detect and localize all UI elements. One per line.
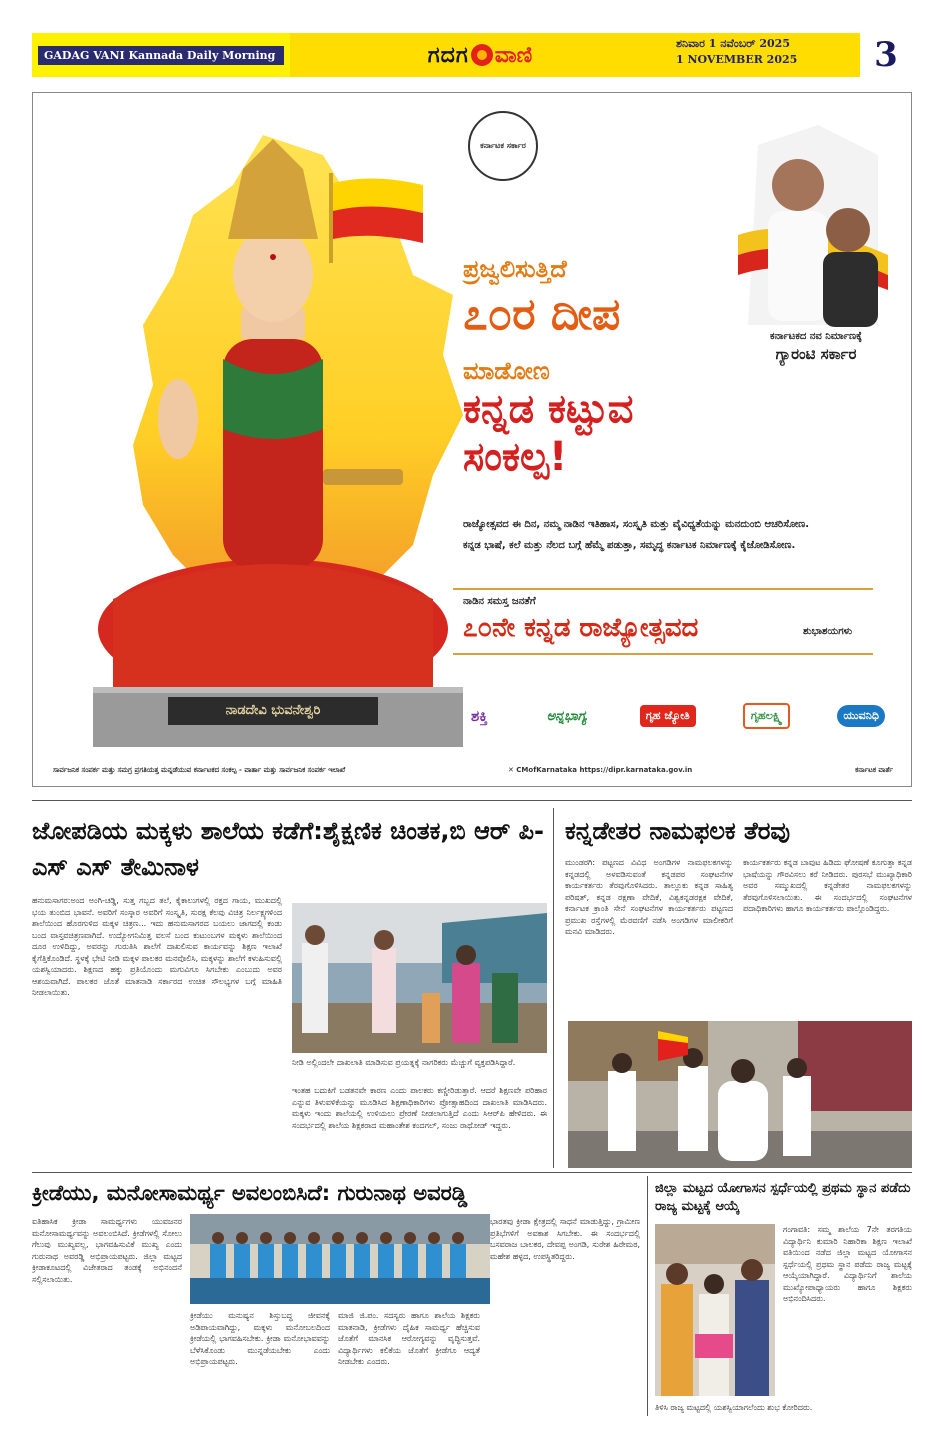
leaders-caption-line2: ಗ್ಯಾರಂಟಿ ಸರ್ಕಾರ bbox=[775, 345, 857, 363]
government-emblem-icon bbox=[468, 111, 538, 181]
article-sports-col2: ಮಾಜಿ ಜಿ.ಪಂ. ಸದಸ್ಯರು ಹಾಗೂ ಶಾಲೆಯ ಶಿಕ್ಷಕರು ಮಾತನಾಡಿ, ಕ್ರೀಡೆಗಳು ದೈಹಿಕ ಸಾಮರ್ಥ್ಯ ಹೆಚ್ಚಿಸುವ ಜೊತೆಗೆ ಮಾನಸಿಕ ಆರೋಗ್ಯವನ್ನು ವೃದ್ಧಿಸುತ್ತವೆ. ವಿದ್ಯಾರ್ಥಿಗಳು ಕಲಿಕೆಯ ಜೊತೆಗೆ ಕ್ರೀಡೆಗೂ ಆದ್ಯತೆ ನೀಡಬೇಕು ಎಂದರು. bbox=[338, 1311, 480, 1366]
article-education-headline: ಜೋಪಡಿಯ ಮಕ್ಕಳು ಶಾಲೆಯ ಕಡೆಗೆ:ಶೈಕ್ಷಣಿಕ ಚಿಂತಕ,ಬಿ ಆರ್ ಪಿ-ಎಸ್ ಎಸ್ ತೇಮಿನಾಳ bbox=[32, 817, 545, 881]
footer-url: https://dipr.karnataka.gov.in bbox=[579, 766, 693, 774]
issue-date bbox=[670, 33, 860, 77]
article-education-photo bbox=[292, 903, 547, 1053]
ad-body-para1: ರಾಜ್ಯೋತ್ಸವದ ಈ ದಿನ, ನಮ್ಮ ನಾಡಿನ ಇತಿಹಾಸ, ಸಂಸ್ಕೃತಿ ಮತ್ತು ವೈವಿಧ್ಯತೆಯನ್ನು ಮನದುಂಬಿ ಆಚರಿಸೋಣ. bbox=[463, 519, 810, 530]
emblem-text: ಕರ್ನಾಟಕ ಸರ್ಕಾರ bbox=[480, 141, 526, 150]
article-nameboard-col2: ಕಾರ್ಯಕರ್ತರು ಕನ್ನಡ ಬಾವುಟ ಹಿಡಿದು ಘೋಷಣೆ ಕೂಗುತ್ತಾ ಕನ್ನಡ ಭಾಷೆಯನ್ನು ಗೌರವಿಸಲು ಕರೆ ನೀಡಿದರು. ಪುರಸಭೆ ಮುಖ್ಯಾಧಿಕಾರಿ ಅವರ ಸಮ್ಮುಖದಲ್ಲಿ ಕನ್ನಡೇತರ ನಾಮಫಲಕಗಳನ್ನು ತೆರವುಗೊಳಿಸಲಾಯಿತು. ಈ ಸಂದರ್ಭದಲ್ಲಿ ಸಂಘಟನೆಗಳ ಪದಾಧಿಕಾರಿಗಳು ಹಾಗೂ ಕಾರ್ಯಕರ್ತರು ಪಾಲ್ಗೊಂಡಿದ್ದರು. bbox=[743, 858, 912, 913]
leaders-caption-line1: ಕರ್ನಾಟಕದ ನವ ನಿರ್ಮಾಣಕ್ಕೆ bbox=[770, 331, 862, 342]
paper-label-box bbox=[32, 33, 290, 77]
footer-brand: ಕರ್ನಾಟಕ ವಾರ್ತೆ bbox=[855, 765, 893, 774]
ad-headline-line4: ಕನ್ನಡ ಕಟ್ಟುವ ಸಂಕಲ್ಪ! bbox=[463, 386, 634, 480]
scheme-gruhajyothi-logo: ಗೃಹ ಜ್ಯೋತಿ bbox=[640, 705, 696, 727]
ad-divider bbox=[453, 588, 873, 590]
paper-label: GADAG VANI Kannada Daily Morning bbox=[38, 46, 284, 65]
ad-headline-line3: ಮಾಡೋಣ bbox=[463, 357, 550, 385]
greeting-main: ೭೦ನೇ ಕನ್ನಡ ರಾಜ್ಯೋತ್ಸವದ bbox=[463, 613, 699, 643]
article-nameboard-col1: ಮುಂಡರಗಿ: ಪಟ್ಟಣದ ವಿವಿಧ ಅಂಗಡಿಗಳ ನಾಮಫಲಕಗಳನ್ನು ಕನ್ನಡದಲ್ಲಿ ಅಳವಡಿಸುವಂತೆ ಕನ್ನಡಪರ ಸಂಘಟನೆಗಳ ಕಾರ್ಯಕರ್ತರು ತೆರವುಗೊಳಿಸಿದರು. ತಾಲ್ಲೂಕು ಕನ್ನಡ ಸಾಹಿತ್ಯ ಪರಿಷತ್, ಕನ್ನಡ ರಕ್ಷಣಾ ವೇದಿಕೆ, ವಿಶ್ವಕನ್ನಡರಕ್ಷಕ ವೇದಿಕೆ, ಕರ್ನಾಟಕ ಕ್ರಾಂತಿ ಸೇನೆ ಸಂಘಟನೆಗಳ ಕಾರ್ಯಕರ್ತರು ಪಟ್ಟಣದ ಪ್ರಮುಖ ರಸ್ತೆಗಳಲ್ಲಿ ಮೆರವಣಿಗೆ ನಡೆಸಿ ಅಂಗಡಿಗಳ ಮಾಲೀಕರಿಗೆ ಮನವಿ ಮಾಡಿದರು. bbox=[565, 858, 733, 936]
logo-right-text: ವಾಣಿ bbox=[494, 42, 533, 68]
logo-sun-icon bbox=[471, 44, 493, 66]
footer-tagline: ಸಾರ್ವಜನಿಕ ಸಂಪರ್ಕ ಮತ್ತು ಸಮಗ್ರ ಪ್ರಗತಿಯತ್ತ ಮನ್ನಡೆಯುವ ಕರ್ನಾಟಕದ ಸಂಕಲ್ಪ - ವಾರ್ತಾ ಮತ್ತು ಸಾರ್ವಜನಿಕ ಸಂಪರ್ಕ ಇಲಾಖೆ bbox=[53, 765, 346, 774]
article-sports-col1: ಐತಿಹಾಸಿಕ ಕ್ರೀಡಾ ಸಾಮರ್ಥ್ಯಗಳು ಯುವಜನರ ಮನೋಸಾಮರ್ಥ್ಯವನ್ನು ಅವಲಂಬಿಸಿದೆ. ಕ್ರೀಡೆಗಳಲ್ಲಿ ಸೋಲು ಗೆಲುವು ಮುಖ್ಯವಲ್ಲ, ಭಾಗವಹಿಸುವಿಕೆ ಮುಖ್ಯ ಎಂದು ಗುರುನಾಥ ಅವರಡ್ಡಿ ಅಭಿಪ್ರಾಯಪಟ್ಟರು. ಜಿಲ್ಲಾ ಮಟ್ಟದ ಕ್ರೀಡಾಕೂಟದಲ್ಲಿ ವಿಜೇತರಾದ ತಂಡಕ್ಕೆ ಅಭಿನಂದನೆ ಸಲ್ಲಿಸಲಾಯಿತು. bbox=[32, 1217, 182, 1284]
scheme-shakti-logo: ಶಕ್ತಿ bbox=[471, 707, 488, 725]
rajyotsava-advertisement bbox=[32, 92, 912, 787]
ad-headline-line2: ೭೦ರ ದೀಪ bbox=[463, 289, 621, 340]
article-yoga-body: ಗಂಗಾವತಿ: ಸಮ್ಮ ಶಾಲೆಯ 7ನೇ ತರಗತಿಯ ವಿದ್ಯಾರ್ಥಿನಿ ಕುಮಾರಿ ನಿಹಾರಿಕಾ ಶಿಕ್ಷಣ ಇಲಾಖೆ ವತಿಯಿಂದ ನಡೆದ ಜಿಲ್ಲಾ ಮಟ್ಟದ ಯೋಗಾಸನ ಸ್ಪರ್ಧೆಯಲ್ಲಿ ಪ್ರಥಮ ಸ್ಥಾನ ಪಡೆದು ರಾಜ್ಯ ಮಟ್ಟಕ್ಕೆ ಆಯ್ಕೆಯಾಗಿದ್ದಾರೆ. ವಿದ್ಯಾರ್ಥಿನಿಗೆ ಶಾಲೆಯ ಮುಖ್ಯೋಪಾಧ್ಯಾಯರು ಹಾಗೂ ಶಿಕ್ಷಕರು ಅಭಿನಂದಿಸಿದರು. bbox=[783, 1225, 912, 1303]
article-nameboard-photo bbox=[568, 1021, 912, 1168]
article-sports-photo-caption: ಕ್ರೀಡೆಯು ಮನುಷ್ಯನ ಶಿಸ್ತುಬದ್ಧ ಜೀವನಕ್ಕೆ ಅಡಿಪಾಯವಾಗಿದ್ದು, ಮಕ್ಕಳು ಮನೋಬಲದಿಂದ ಕ್ರೀಡೆಯಲ್ಲಿ ಭಾಗವಹಿಸಬೇಕು. ಕ್ರೀಡಾ ಮನೋಭಾವವನ್ನು ಬೆಳೆಸಿಕೊಂಡು ಮುನ್ನಡೆಯಬೇಕು ಎಂದು ಅಭಿಪ್ರಾಯಪಟ್ಟರು. bbox=[190, 1311, 330, 1366]
bhuvaneshwari-statue-image bbox=[73, 129, 473, 719]
scheme-annabhagya-logo: ಅನ್ನಭಾಗ್ಯ bbox=[546, 708, 587, 724]
logo-left-text: ಗದಗ bbox=[427, 42, 469, 68]
article-nameboard-headline: ಕನ್ನಡೇತರ ನಾಮಫಲಕ ತೆರವು bbox=[565, 817, 790, 845]
newspaper-logo bbox=[290, 33, 670, 77]
date-kannada: ಶನಿವಾರ 1 ನವೆಂಬರ್ 2025 bbox=[676, 37, 790, 50]
article-sports-team-photo bbox=[190, 1214, 490, 1304]
masthead bbox=[32, 33, 912, 77]
page-number-box bbox=[860, 33, 912, 77]
ad-body-para2: ಕನ್ನಡ ಭಾಷೆ, ಕಲೆ ಮತ್ತು ನೆಲದ ಬಗ್ಗೆ ಹೆಮ್ಮೆ ಪಡುತ್ತಾ, ಸಮೃದ್ಧ ಕರ್ನಾಟಕ ನಿರ್ಮಾಣಕ್ಕೆ ಕೈಜೋಡಿಸೋಣ. bbox=[463, 540, 796, 551]
ad-footer bbox=[53, 760, 893, 780]
footer-social-handle: CMofKarnataka bbox=[516, 766, 578, 774]
article-yoga-dateline-strip bbox=[655, 1216, 912, 1224]
ad-divider-2 bbox=[453, 653, 873, 655]
article-yoga-headline: ಜಿಲ್ಲಾ ಮಟ್ಟದ ಯೋಗಾಸನ ಸ್ಪರ್ಧೆಯಲ್ಲಿ ಪ್ರಥಮ ಸ್ಥಾನ ಪಡೆದು ರಾಜ್ಯ ಮಟ್ಟಕ್ಕೆ ಆಯ್ಕೆ bbox=[655, 1181, 911, 1214]
article-education-col2: ಇಂತಹ ಬದುಕಿಗೆ ಬಡತನವೇ ಕಾರಣ ಎಂದು ಪಾಲಕರು ಕಣ್ಣೀರಿಡುತ್ತಾರೆ. ಆದರೆ ಶಿಕ್ಷಣವೇ ಪರಿಹಾರ ಎನ್ನುವ ತಿಳುವಳಿಕೆಯನ್ನು ಮೂಡಿಸಿದ ಶಿಕ್ಷಣಾಧಿಕಾರಿಗಳು ಪ್ರೋತ್ಸಾಹದಿಂದ ದಾಖಲಾತಿ ಮಾಡಿಸಿದರು. ಮಕ್ಕಳು ಇಂದು ಶಾಲೆಯಲ್ಲಿ ಉಳಿಯಲು ಪ್ರೇರಣೆ ನೀಡಲಾಗುತ್ತಿದೆ ಎಂದು ಸಿಆರ್‌ಪಿ ಹೇಳಿದರು. ಈ ಸಂದರ್ಭದಲ್ಲಿ ಶಾಲೆಯ ಶಿಕ್ಷಕರಾದ ಮಹಾಂತೇಶ ಕಂದಗಲ್, ಸಂಜು ರಾಥೋಡ್ ಇದ್ದರು. bbox=[292, 1086, 547, 1130]
column-rule bbox=[553, 808, 554, 1168]
article-sports-col3: ಭಾರತವು ಕ್ರೀಡಾ ಕ್ಷೇತ್ರದಲ್ಲಿ ಸಾಧನೆ ಮಾಡುತ್ತಿದ್ದು, ಗ್ರಾಮೀಣ ಪ್ರತಿಭೆಗಳಿಗೆ ಅವಕಾಶ ಸಿಗಬೇಕು. ಈ ಸಂದರ್ಭದಲ್ಲಿ ಬಸವರಾಜ ಬಾಲಕರ, ದೇವಪ್ಪ ಅಂಗಡಿ, ಸುರೇಶ ಹಿರೇಮಠ, ಮಹೇಶ ಹಳ್ಳದ, ಉಪಸ್ಥಿತರಿದ್ದರು. bbox=[490, 1217, 640, 1261]
article-sports bbox=[32, 1178, 640, 1418]
date-english: 1 NOVEMBER 2025 bbox=[676, 53, 798, 66]
article-yoga-photo bbox=[655, 1224, 775, 1396]
article-nameboard bbox=[565, 813, 912, 1168]
leaders-photo bbox=[738, 115, 888, 335]
greeting-label: ನಾಡಿನ ಸಮಸ್ತ ಜನತೆಗೆ bbox=[463, 596, 536, 607]
scheme-gruhalakshmi-logo: ಗೃಹಲಕ್ಷ್ಮಿ bbox=[743, 703, 790, 729]
article-education-col1: ಹನುಮಸಾಗರ:ಅಂದ ಅಂಗಿ-ಚಡ್ಡಿ, ಸುತ್ತ ಗಬ್ಬದ ತಲೆ, ಕೈಕಾಲುಗಳಲ್ಲಿ ರಕ್ತದ ಗಾಯ, ಮುಖದಲ್ಲಿ ಭಯ ತುಂಬಿದ ಭಾವನೆ. ಅವರಿಗೆ ಸಂಸ್ಕಾರ ಅವರಿಗೆ ಸಂಸ್ಕೃತಿ, ಸುರಕ್ಷ ಕೆಲವು ವಿಚಿತ್ರ ನಿರ್ಲಕ್ಷ್ಯಗಳಿಂದ ಶಾಲೆಯಿಂದ ಹೊರಗುಳಿದ ಮಕ್ಕಳ ಚಿತ್ರಣ... ಇದು ಹನುಮಸಾಗರದ ಬಯಲು ಜಾಗದಲ್ಲಿ ಕಂಡು ಬಂದ ವಾಸ್ತವಚಿತ್ರಣವಾಗಿದೆ. ಉದ್ಯೋಗನಿಮಿತ್ತ ವಲಸೆ ಬಂದ ಕುಟುಂಬಗಳ ಮಕ್ಕಳು ಶಾಲೆಯಿಂದ ದೂರ ಉಳಿದಿದ್ದು, ಅವರನ್ನು ಗುರುತಿಸಿ ಶಾಲೆಗೆ ದಾಖಲಿಸುವ ಕಾರ್ಯವನ್ನು ಶಿಕ್ಷಣ ಇಲಾಖೆ ಕೈಗೆತ್ತಿಕೊಂಡಿದೆ. ಸ್ಥಳಕ್ಕೆ ಭೇಟಿ ನೀಡಿ ಮಕ್ಕಳ ಪಾಲಕರ ಮನವೊಲಿಸಿ, ಮಕ್ಕಳನ್ನು ಶಾಲೆಗೆ ಕಳುಹಿಸುವಲ್ಲಿ ಯಶಸ್ವಿಯಾದರು. ಶಿಕ್ಷಣದ ಹಕ್ಕು ಪ್ರತಿಯೊಂದು ಮಗುವಿಗೂ ಸಿಗಬೇಕು ಎಂಬುದು ಅವರ ಆಶಯವಾಗಿದೆ. ಪಾಲಕರ ಜೊತೆ ಮಾತನಾಡಿ ಸರ್ಕಾರದ ಉಚಿತ ಸೌಲಭ್ಯಗಳ ಬಗ್ಗೆ ಮಾಹಿತಿ ನೀಡಲಾಯಿತು. bbox=[32, 896, 282, 997]
section-rule-2 bbox=[32, 1172, 912, 1173]
statue-plaque: ನಾಡದೇವಿ ಭುವನೇಶ್ವರಿ bbox=[168, 697, 378, 725]
article-sports-headline: ಕ್ರೀಡೆಯು, ಮನೋಸಾಮರ್ಥ್ಯ ಅವಲಂಬಿಸಿದೆ: ಗುರುನಾಥ ಅವರಡ್ಡಿ bbox=[32, 1181, 468, 1205]
page-number: 3 bbox=[874, 35, 898, 75]
scheme-yuvanidhi-logo: ಯುವನಿಧಿ bbox=[837, 705, 885, 727]
article-yoga bbox=[655, 1180, 912, 1418]
article-education-photo-caption: ನೀಡಿ ಅಲ್ಲಿಂದಲೇ ದಾಖಲಾತಿ ಮಾಡಿಸುವ ಪ್ರಯತ್ನಕ್ಕೆ ನಾಗರಿಕರು ಮೆಚ್ಚುಗೆ ವ್ಯಕ್ತಪಡಿಸಿದ್ದಾರೆ. bbox=[292, 1058, 516, 1067]
footer-social: ✕ CMofKarnataka https://dipr.karnataka.gov.in bbox=[507, 766, 693, 774]
column-rule-2 bbox=[647, 1176, 648, 1416]
guarantee-schemes bbox=[465, 703, 885, 729]
ad-body-text bbox=[463, 517, 863, 559]
section-rule bbox=[32, 800, 912, 801]
article-education bbox=[32, 813, 547, 1168]
greeting-wish: ಶುಭಾಶಯಗಳು bbox=[803, 626, 853, 637]
article-yoga-photo-caption: ತಿಳಿಸಿ ರಾಜ್ಯ ಮಟ್ಟದಲ್ಲಿ ಯಶಸ್ವಿಯಾಗಲೆಂದು ಶುಭ ಕೋರಿದರು. bbox=[655, 1403, 813, 1412]
ad-headline-line1: ಪ್ರಜ್ವಲಿಸುತ್ತಿದೆ bbox=[463, 255, 567, 283]
